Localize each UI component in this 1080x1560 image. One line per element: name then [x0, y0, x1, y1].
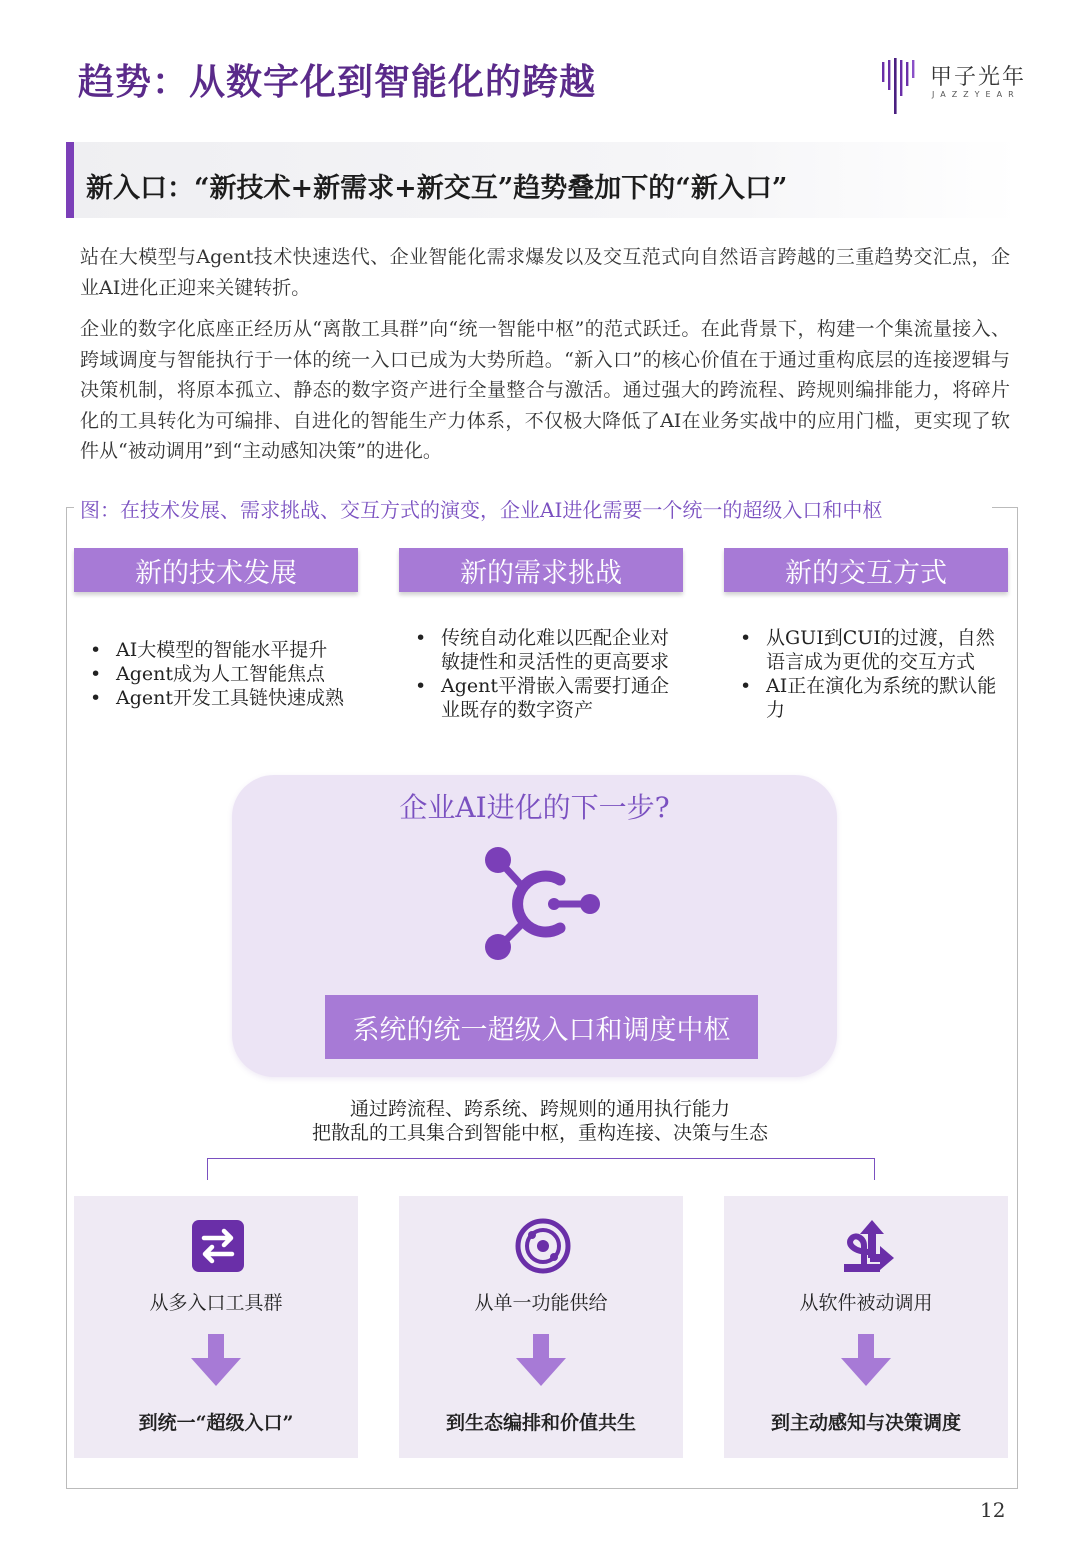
frame-line — [992, 507, 1018, 508]
list-item: • AI正在演化为系统的默认能力 — [738, 674, 1008, 722]
transition-card-ecosystem — [399, 1196, 683, 1458]
body-paragraph: 企业的数字化底座正经历从“离散工具群”向“统一智能中枢”的范式跃迁。在此背景下，构建一个集流量接入、跨域调度与智能执行于一体的统一入口已成为大势所趋。“新入口”的核心价值在于通过重构底层的连接逻辑与决策机制，将原本孤立、静态的数字资产进行全量整合与激活。通过强大的跨流程、跨规则编排能力，将碎片化的工具转化为可编排、自进化的智能生产力体系，不仅极大降低了AI在业务实战中的应用门槛，更实现了软件从“被动调用”到“主动感知决策”的进化。 — [80, 318, 1010, 462]
frame-line — [66, 1488, 1018, 1489]
list-item: • Agent成为人工智能焦点 — [88, 662, 358, 686]
frame-line — [66, 507, 67, 1489]
down-arrow-icon — [841, 1334, 891, 1386]
section-accent-bar — [66, 142, 74, 218]
bracket-line — [874, 1158, 875, 1180]
center-question: 企业AI进化的下一步? — [399, 791, 670, 824]
hub-label: 系统的统一超级入口和调度中枢 — [325, 995, 758, 1059]
card-from-text: 从单一功能供给 — [474, 1292, 608, 1314]
card-from-text: 从多入口工具群 — [149, 1292, 283, 1314]
down-arrow-icon — [191, 1334, 241, 1386]
brand-name: 甲子光年 — [930, 65, 1027, 90]
brand-subtitle: JAZZYEAR — [932, 90, 1020, 99]
page-title: 趋势：从数字化到智能化的跨越 — [78, 61, 597, 103]
list-item: • 从GUI到CUI的过渡，自然语言成为更优的交互方式 — [738, 626, 1008, 674]
list-item: • 传统自动化难以匹配企业对敏捷性和灵活性的更高要求 — [413, 626, 683, 674]
card-to-text: 到主动感知与决策调度 — [770, 1412, 961, 1434]
list-item: • AI大模型的智能水平提升 — [88, 638, 358, 662]
down-arrow-icon — [516, 1334, 566, 1386]
card-to-text: 到统一“超级入口” — [138, 1412, 294, 1434]
transition-card-entry — [74, 1196, 358, 1458]
hub-network-icon — [478, 842, 606, 966]
column-header-demand: 新的需求挑战 — [399, 548, 683, 592]
list-item: • Agent开发工具链快速成熟 — [88, 686, 358, 710]
brand-logo — [880, 52, 1030, 114]
interaction-bullet-list — [738, 626, 1008, 722]
orbit-circle-icon — [515, 1218, 571, 1274]
description-line-2: 把散乱的工具集合到智能中枢，重构连接、决策与生态 — [311, 1122, 768, 1144]
column-header-interaction: 新的交互方式 — [724, 548, 1008, 592]
tech-bullet-list — [88, 638, 358, 710]
frame-line — [1017, 507, 1018, 1489]
figure-caption: 图：在技术发展、需求挑战、交互方式的演变，企业AI进化需要一个统一的超级入口和中枢 — [80, 498, 883, 522]
column-header-tech: 新的技术发展 — [74, 548, 358, 592]
list-item: • Agent平滑嵌入需要打通企业既存的数字资产 — [413, 674, 683, 722]
routing-arrows-icon — [840, 1218, 896, 1274]
demand-bullet-list — [413, 626, 683, 722]
swap-arrows-icon — [190, 1218, 246, 1274]
page-number: 12 — [980, 1498, 1006, 1522]
frame-line — [66, 507, 74, 508]
section-title: 新入口：“新技术+新需求+新交互”趋势叠加下的“新入口” — [86, 173, 788, 204]
card-to-text: 到生态编排和价值共生 — [445, 1412, 636, 1434]
transition-card-decision — [724, 1196, 1008, 1458]
brand-bars-icon — [880, 56, 920, 114]
bracket-line — [207, 1158, 208, 1180]
description-line-1: 通过跨流程、跨系统、跨规则的通用执行能力 — [349, 1098, 730, 1120]
card-from-text: 从软件被动调用 — [799, 1292, 933, 1314]
bracket-line — [207, 1158, 875, 1159]
intro-paragraph: 站在大模型与Agent技术快速迭代、企业智能化需求爆发以及交互范式向自然语言跨越的三重趋势交汇点，企业AI进化正迎来关键转折。 — [80, 246, 1010, 299]
